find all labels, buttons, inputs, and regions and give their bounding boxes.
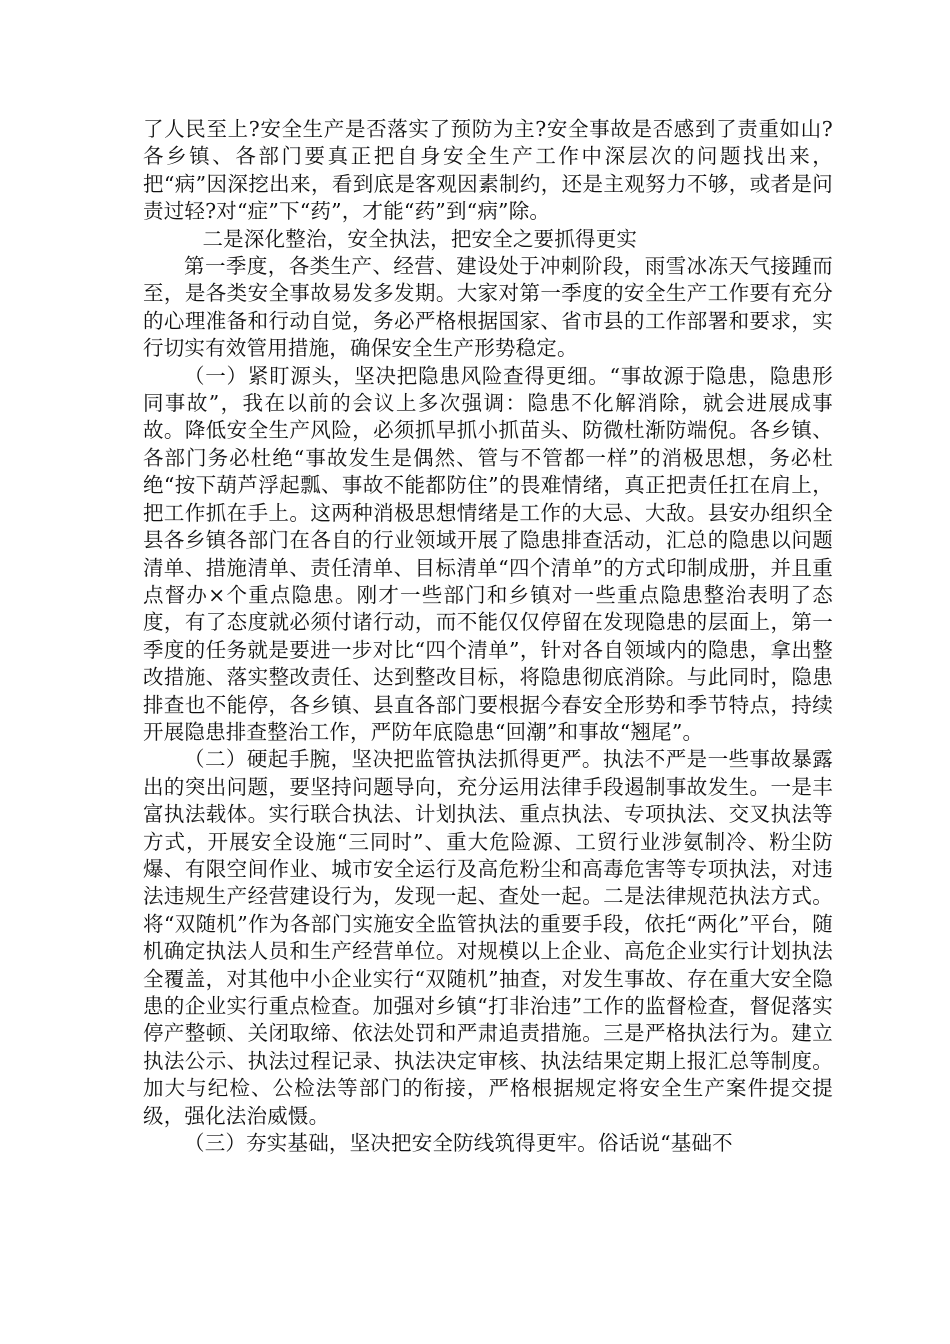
paragraph-continuation: 了人民至上?安全生产是否落实了预防为主?安全事故是否感到了责重如山?各乡镇、各部门要真正把自身安全生产工作中深层次的问题找出来，把“病”因深挖出来，看到底是客观因素制约，还是主观努力不够，或者是问责过轻?对“症”下“药”，才能“药”到“病”除。 — [143, 117, 833, 224]
section-heading: 二是深化整治，安全执法，把安全之要抓得更实 — [202, 226, 638, 251]
paragraph-first-quarter: 第一季度，各类生产、经营、建设处于冲刺阶段，雨雪冰冻天气接踵而至，是各类安全事故易发多发期。大家对第一季度的安全生产工作要有充分的心理准备和行动自觉，务必严格根据国家、省市县的工作部署和要求，实行切实有效管用措施，确保安全生产形势稳定。 — [143, 254, 833, 361]
paragraph-item-two: （二）硬起手腕，坚决把监管执法抓得更严。执法不严是一些事故暴露出的突出问题，要坚持问题导向，充分运用法律手段遏制事故发生。一是丰富执法载体。实行联合执法、计划执法、重点执法、专项执法、交叉执法等方式，开展安全设施“三同时”、重大危险源、工贸行业涉氨制冷、粉尘防爆、有限空间作业、城市安全运行及高危粉尘和高毒危害等专项执法，对违法违规生产经营建设行为，发现一起、查处一起。二是法律规范执法方式。将“双随机”作为各部门实施安全监管执法的重要手段，依托“两化”平台，随机确定执法人员和生产经营单位。对规模以上企业、高危企业实行计划执法全覆盖，对其他中小企业实行“双随机”抽查，对发生事故、存在重大安全隐患的企业实行重点检查。加强对乡镇“打非治违”工作的监督检查，督促落实停产整顿、关闭取缔、依法处罚和严肃追责措施。三是严格执法行为。建立执法公示、执法过程记录、执法决定审核、执法结果定期上报汇总等制度。加大与纪检、公检法等部门的衔接，严格根据规定将安全生产案件提交提级，强化法治威慑。 — [143, 747, 833, 1128]
paragraph-item-one: （一）紧盯源头，坚决把隐患风险查得更细。“事故源于隐患，隐患形同事故”，我在以前的会议上多次强调：隐患不化解消除，就会进展成事故。降低安全生产风险，必须抓早抓小抓苗头、防微杜渐防端倪。各乡镇、各部门务必杜绝“事故发生是偶然、管与不管都一样”的消极思想，务必杜绝“按下葫芦浮起瓢、事故不能都防住”的畏难情绪，真正把责任扛在肩上，把工作抓在手上。这两种消极思想情绪是工作的大忌、大敌。县安办组织全县各乡镇各部门在各自的行业领域开展了隐患排查活动，汇总的隐患以问题清单、措施清单、责任清单、目标清单“四个清单”的方式印制成册，并且重点督办×个重点隐患。刚才一些部门和乡镇对一些重点隐患整治表明了态度，有了态度就必须付诸行动，而不能仅仅停留在发现隐患的层面上，第一季度的任务就是要进一步对比“四个清单”，针对各自领域内的隐患，拿出整改措施、落实整改责任、达到整改目标，将隐患彻底消除。与此同时，隐患排查也不能停，各乡镇、县直各部门要根据今春安全形势和季节特点，持续开展隐患排查整治工作，严防年底隐患“回潮”和事故“翘尾”。 — [143, 363, 833, 744]
paragraph-item-three: （三）夯实基础，坚决把安全防线筑得更牢。俗话说“基础不 — [184, 1131, 733, 1156]
document-body — [143, 116, 833, 1157]
